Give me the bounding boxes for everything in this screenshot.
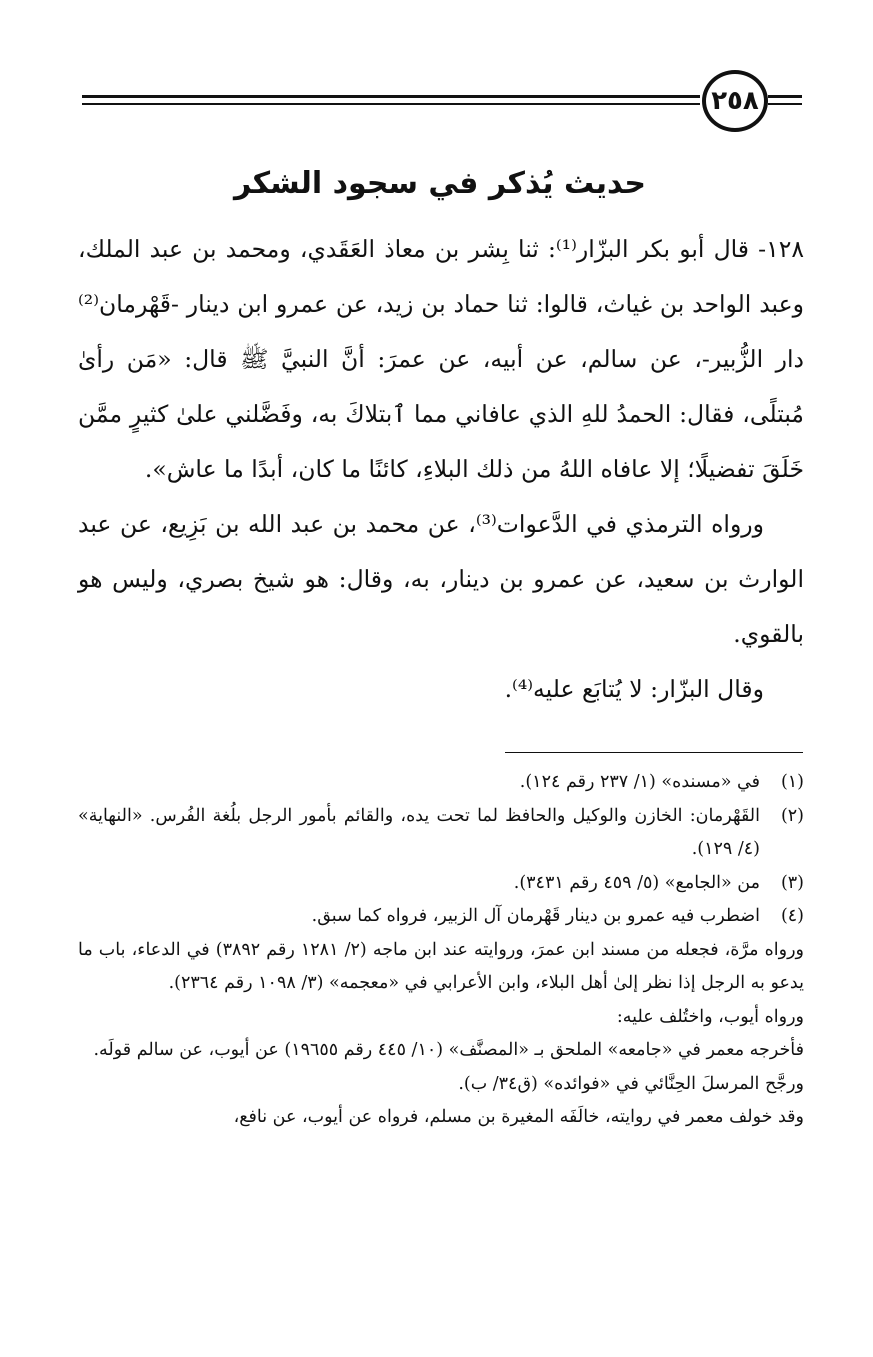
footnote-item (78, 900, 804, 934)
footnote-number: (١) (780, 772, 804, 792)
footnote-continuation: ورجَّح المرسلَ الحِنَّائي في «فوائده» (ق٣٤/ ب). (458, 1073, 804, 1094)
footnote-item (78, 766, 804, 800)
tirmidhi-paragraph: ورواه الترمذي في الدَّعوات⁽³⁾، عن محمد بن عبد الله بن بَزِيع، عن عبد الوارث بن سعيد، عن عمرو بن دينار، به، وقال: هو شيخ بصري، وليس هو بالقوي. (78, 510, 804, 648)
header-rule-tail (768, 95, 802, 98)
header-rule-tail-thin (768, 103, 802, 105)
footnote-item (78, 867, 804, 901)
header-rule (82, 95, 700, 98)
footnote-number: (٤) (780, 906, 804, 926)
footnote-number: (٢) (780, 805, 804, 826)
hadith-paragraph: ١٢٨- قال أبو بكر البزّار⁽¹⁾: ثنا بِشر بن معاذ العَقَدي، ومحمد بن عبد الملك، وعبد الواحد بن غياث، قالوا: ثنا حماد بن زيد، عن عمرو ابن دينار -قَهْرمان⁽²⁾ دار الزُّبير-، عن سالم، عن أبيه، عن عمرَ: أنَّ النبيَّ ﷺ قال: «مَن رأىٰ مُبتلًى، فقال: الحمدُ للهِ الذي عافاني مما ٱبتلاكَ به، وفَضَّلني علىٰ كثيرٍ ممَّن خَلَقَ تفضيلًا؛ إلا عافاه اللهُ من ذلك البلاءِ، كائنًا ما كان، أبدًا ما عاش». (78, 235, 804, 483)
footnote-number: (٣) (780, 872, 804, 893)
bazzar-paragraph: وقال البزّار: لا يُتابَع عليه⁽⁴⁾. (504, 675, 764, 703)
footnote-continuation: فأخرجه معمر في «جامعه» الملحق بـ «المصنَّف» (١٠/ ٤٤٥ رقم ١٩٦٥٥) عن أيوب، عن سالم قولَه. (93, 1040, 804, 1060)
footnote-item (78, 800, 804, 867)
footnote-continuation: ورواه مرَّة، فجعله من مسند ابن عمرَ، وروايته عند ابن ماجه (٢/ ١٢٨١ رقم ٣٨٩٢) في الدعاء، باب ما يدعو به الرجل إذا نظر إلىٰ أهل البلاء، وابن الأعرابي في «معجمه» (٣/ ١٠٩٨ رقم ٢٣٦٤). (78, 939, 804, 993)
footnote-text: في «مسنده» (١/ ٢٣٧ رقم ١٢٤). (519, 772, 760, 792)
footnote-continuation: وقد خولف معمر في روايته، خالَفَه المغيرة بن مسلم، فرواه عن أيوب، عن نافع، (233, 1107, 804, 1127)
footnote-divider (505, 752, 803, 753)
main-text (78, 222, 804, 717)
header-rule-thin (82, 103, 700, 105)
section-title: حديث يُذكر في سجود الشكر (234, 166, 646, 201)
footnote-continuation: ورواه أيوب، واختُلف عليه: (616, 1006, 804, 1027)
footnote-text: من «الجامع» (٥/ ٤٥٩ رقم ٣٤٣١). (513, 872, 760, 893)
footnote-text: اضطرب فيه عمرو بن دينار قَهْرمان آل الزبير، فرواه كما سبق. (311, 906, 760, 926)
footnote-text: القَهْرمان: الخازن والوكيل والحافظ لما تحت يده، والقائم بأمور الرجل بلُغة الفُرس. «النهاية» (٤/ ١٢٩). (78, 805, 760, 859)
footnotes (78, 766, 804, 1135)
page-number: ٢٥٨ (702, 70, 768, 132)
